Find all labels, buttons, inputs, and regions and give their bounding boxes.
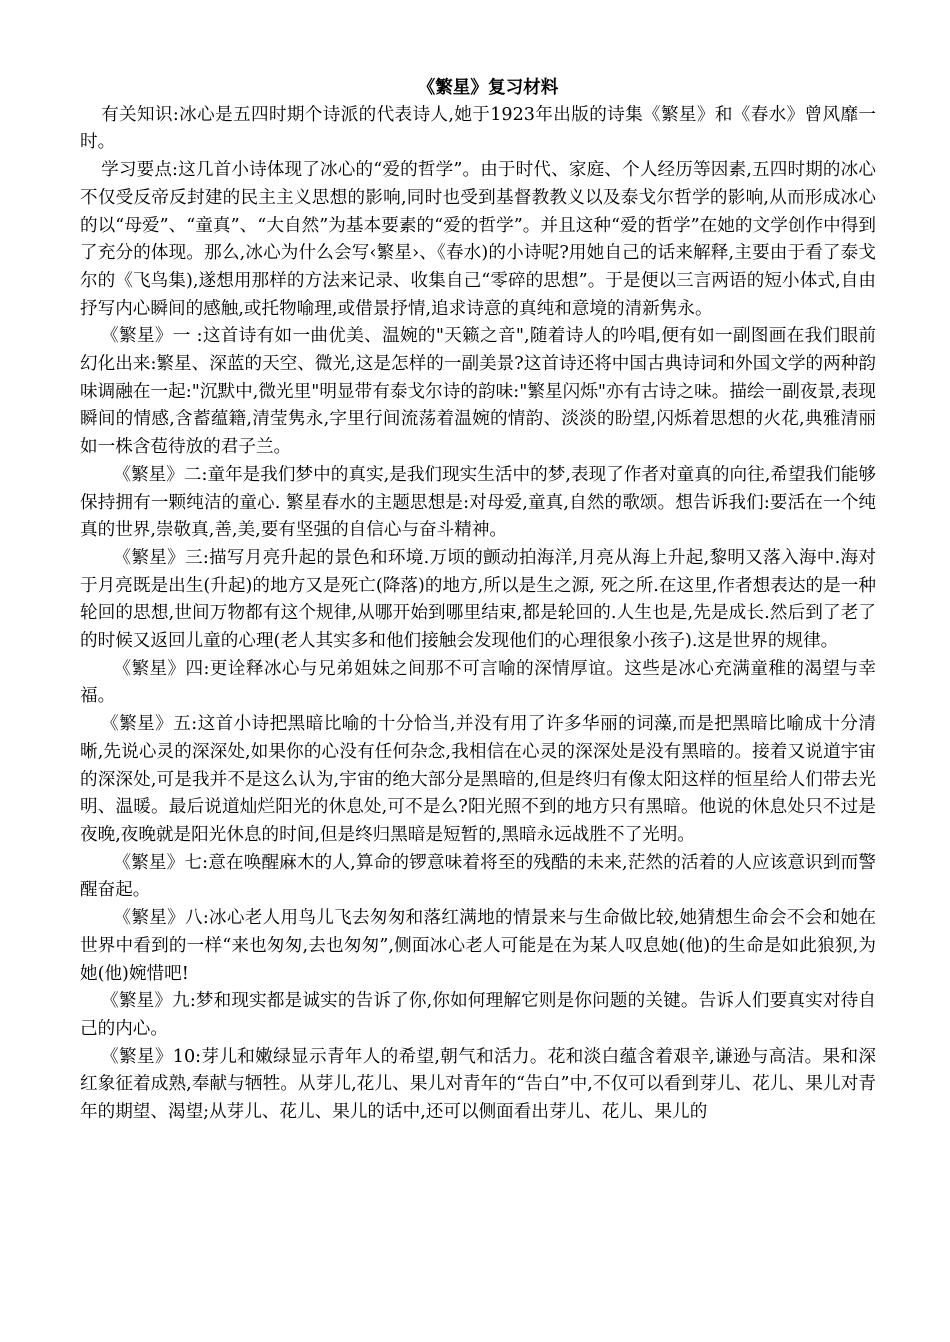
paragraph-poem-3: 《繁星》三:描写月亮升起的景色和环境.万顷的颤动拍海洋,月亮从海上升起,黎明又落入海中.海对于月亮既是出生(升起)的地方又是死亡(降落)的地方,所以是生之源, 死之所.在这里,作者想表达的是一种轮回的思想,世间万物都有这个规律,从哪开始到哪里结束,都是轮回的.人生也是,先是成长.然后到了老了的时候又返回儿童的心理(老人其实多和他们接触会发现他们的心理很象小孩子).这是世界的规律。 (80, 547, 876, 652)
paragraph-background-knowledge: 有关知识:冰心是五四时期个诗派的代表诗人,她于1923年出版的诗集《繁星》和《春水》曾风靡一时。 (80, 104, 876, 153)
document-title: 《繁星》复习材料 (417, 77, 559, 98)
paragraph-poem-9: 《繁星》九:梦和现实都是诚实的告诉了你,你如何理解它则是你问题的关键。告诉人们要真实对待自己的内心。 (80, 991, 876, 1039)
paragraph-poem-2: 《繁星》二:童年是我们梦中的真实,是我们现实生活中的梦,表现了作者对童真的向往,希望我们能够保持拥有一颗纯洁的童心. 繁星春水的主题思想是:对母爱,童真,自然的歌颂。想告诉我们:要活在一个纯真的世界,崇敬真,善,美,要有坚强的自信心与奋斗精神。 (80, 464, 876, 541)
paragraph-poem-10: 《繁星》10:芽儿和嫩绿显示青年人的希望,朝气和活力。花和淡白蕴含着艰辛,谦逊与高洁。果和深红象征着成熟,奉献与牺牲。从芽儿,花儿、果儿对青年的“告白”中,不仅可以看到芽儿、花儿、果儿对青年的期望、渴望;从芽儿、花儿、果儿的话中,还可以侧面看出芽儿、花儿、果儿的 (80, 1046, 876, 1123)
paragraph-poem-5: 《繁星》五:这首小诗把黑暗比喻的十分恰当,并没有用了许多华丽的词藻,而是把黑暗比喻成十分清晰,先说心灵的深深处,如果你的心没有任何杂念,我相信在心灵的深深处是没有黑暗的。接着又说道宇宙的深深处,可是我并不是这么认为,宇宙的绝大部分是黑暗的,但是终归有像太阳这样的恒星给人们带去光明、温暖。最后说道灿烂阳光的休息处,可不是么?阳光照不到的地方只有黑暗。他说的休息处只不过是夜晚,夜晚就是阳光休息的时间,但是终归黑暗是短暂的,黑暗永远战胜不了光明。 (80, 714, 876, 845)
paragraph-poem-4: 《繁星》四:更诠释冰心与兄弟姐妹之间那不可言喻的深情厚谊。这些是冰心充满童稚的渴望与幸福。 (80, 658, 876, 707)
document-page (80, 74, 876, 1127)
paragraph-poem-7: 《繁星》七:意在唤醒麻木的人,算命的锣意味着将至的残酷的未来,茫然的活着的人应该意识到而警醒奋起。 (80, 852, 876, 901)
paragraph-study-points: 学习要点:这几首小诗体现了冰心的“爱的哲学”。由于时代、家庭、个人经历等因素,五四时期的冰心不仅受反帝反封建的民主主义思想的影响,同时也受到基督教教义以及泰戈尔哲学的影响,从而形成冰心的以“母爱”、“童真”、“大自然”为基本要素的“爱的哲学”。并且这种“爱的哲学”在她的文学创作中得到了充分的体现。那么,冰心为什么会写‹繁星›、《春水)的小诗呢?用她自己的话来解释,主要由于看了泰戈尔的《飞鸟集),遂想用那样的方法来记录、收集自己“零碎的思想”。于是便以三言两语的短小体式,自由抒写内心瞬间的感触,或托物喻理,或借景抒情,追求诗意的真纯和意境的清新隽永。 (80, 160, 876, 319)
paragraph-poem-8: 《繁星》八:冰心老人用鸟儿飞去匆匆和落红满地的情景来与生命做比较,她猜想生命会不会和她在世界中看到的一样“来也匆匆,去也匆匆”,侧面冰心老人可能是在为某人叹息她(他)的生命是如此狼狈,为她(他)婉惜吧! (80, 908, 876, 984)
paragraph-poem-1: 《繁星》一 :这首诗有如一曲优美、温婉的"天籁之音",随着诗人的吟唱,便有如一副图画在我们眼前幻化出来:繁星、深蓝的天空、微光,这是怎样的一副美景?这首诗还将中国古典诗词和外国文学的两种韵味调融在一起:"沉默中,微光里"明显带有泰戈尔诗的韵味:"繁星闪烁"亦有古诗之味。描绘一副夜景,表现瞬间的情感,含蓄蕴籍,清莹隽永,字里行间流荡着温婉的情韵、淡淡的盼望,闪烁着思想的火花,典雅清丽如一株含苞待放的君子兰。 (80, 326, 876, 458)
